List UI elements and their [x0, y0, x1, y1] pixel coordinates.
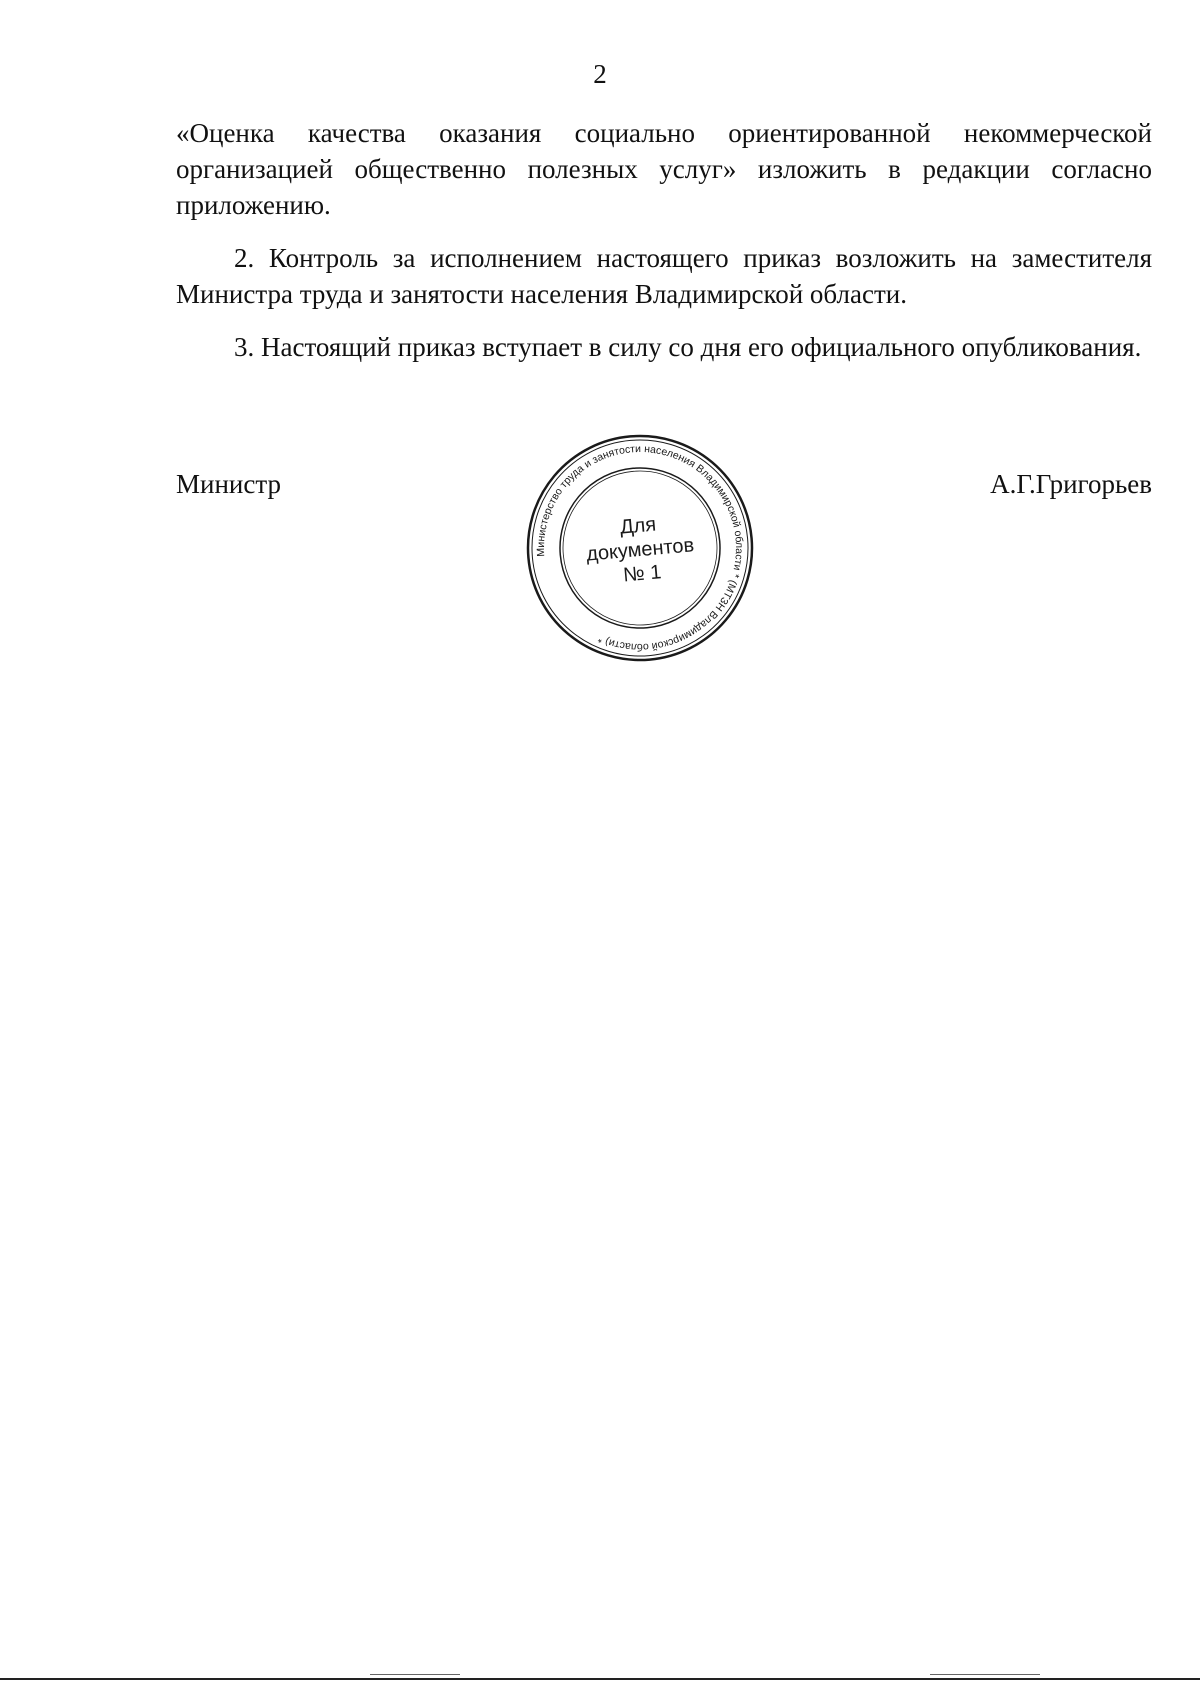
footer-scan-dash: [930, 1674, 1040, 1675]
seal-center-line-3: № 1: [622, 561, 663, 587]
signatory-name: А.Г.Григорьев: [990, 469, 1152, 499]
paragraph-3: 3. Настоящий приказ вступает в силу со дня его официального опубликования.: [234, 332, 1142, 362]
footer-scan-dash: [370, 1674, 460, 1675]
paragraph-2: 2. Контроль за исполнением настоящего приказ возложить на заместителя Министра труда и занятости населения Владимирской области.: [176, 243, 1152, 309]
paragraph-1: «Оценка качества оказания социально ориентированной некоммерческой организацией общественно полезных услуг» изложить в редакции согласно приложению.: [176, 118, 1152, 220]
official-seal: [514, 422, 765, 673]
footer-rule: [0, 1678, 1200, 1680]
document-body: [176, 115, 1152, 382]
seal-center-line-2: документов: [585, 534, 696, 566]
seal-graphic: [514, 422, 765, 673]
signatory-title: Министр: [176, 469, 281, 499]
seal-ring-text: Министерство труда и занятости населения Владимирской области * (МТЗН Владимирской области) *: [534, 442, 746, 654]
page-number: 2: [593, 59, 607, 89]
seal-center-line-1: Для: [619, 513, 657, 539]
